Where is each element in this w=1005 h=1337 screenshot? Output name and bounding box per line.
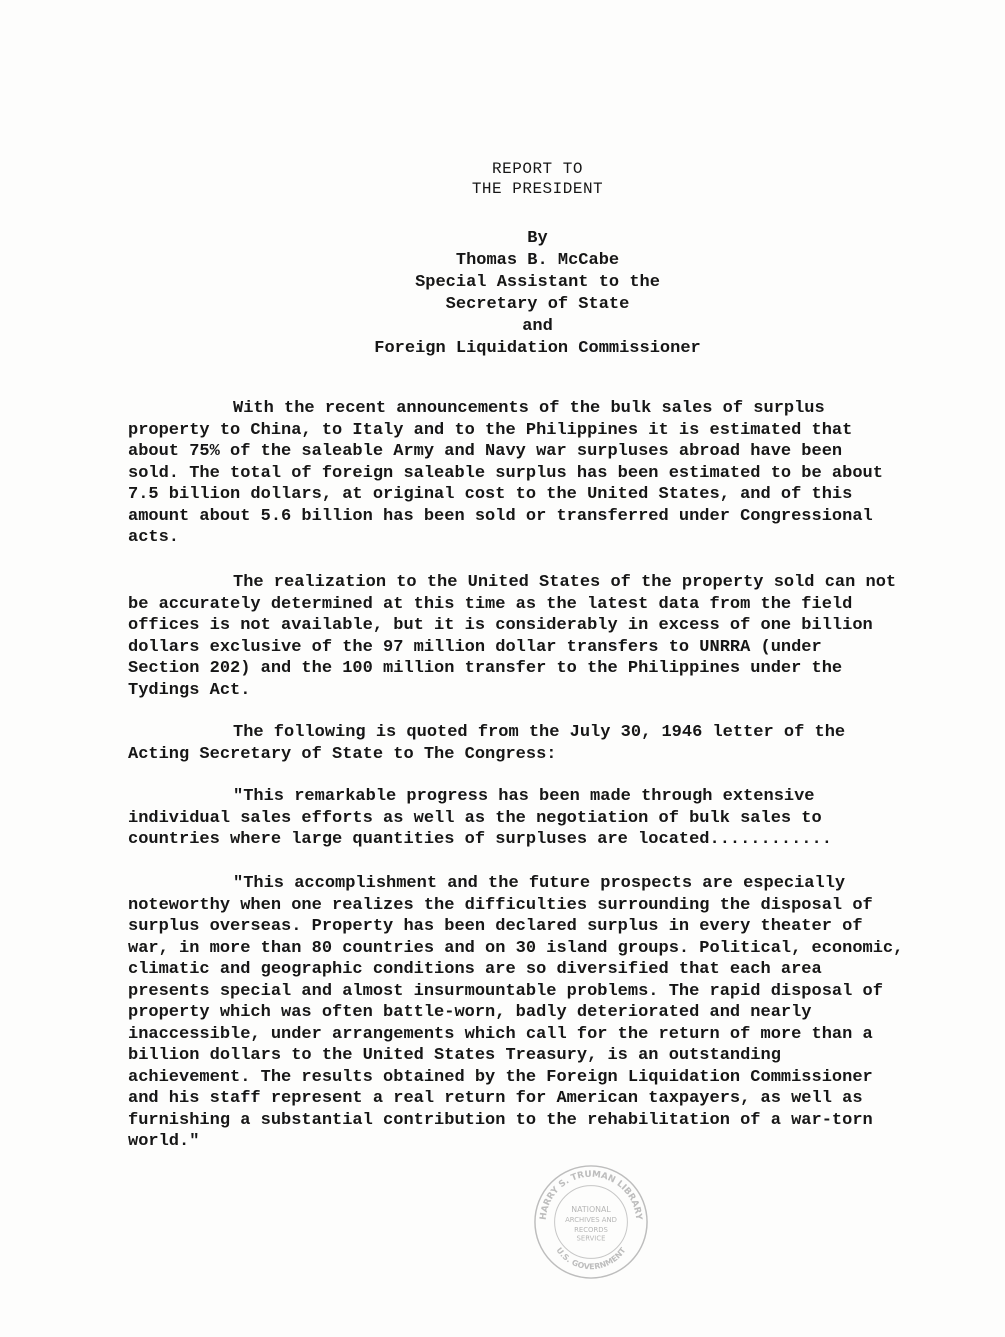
paragraph-surplus-sales: With the recent announcements of the bulk sales of surplus property to China, to Italy and to the Philippines it is estimated that about 75% of the saleable Army and Navy war surpluses abroad have been sold. The total of foreign saleable surplus has been estimated to be about 7.5 billion dollars, at original cost to the United States, and of this amount about 5.6 billion has been sold or transferred under Congressional acts. bbox=[128, 399, 883, 547]
paragraph-quote-intro: The following is quoted from the July 30, 1946 letter of the Acting Secretary of State to The Congress: bbox=[128, 723, 846, 764]
author-name: Thomas B. McCabe bbox=[455, 251, 620, 270]
byline-block bbox=[0, 228, 1005, 360]
stamp-center-line1: NATIONAL bbox=[571, 1205, 611, 1215]
byline-and: and bbox=[522, 317, 553, 336]
quote-accomplishment: "This accomplishment and the future prospects are especially noteworthy when one realizes the difficulties surrounding the disposal of surplus overseas. Property has been declared surplus in every theater of war, in more than 80 countries and on 30 island groups. Political, economic, climatic and geographic conditions are so diversified that each area presents special and almost insurmountable problems. The rapid disposal of property which was often battle-worn, badly deteriorated and nearly inaccessible, under arrangements which call for the return of more than a billion dollars to the United States Treasury, is an outstanding achievement. The results obtained by the Foreign Liquidation Commissioner and his staff represent a real return for American taxpayers, as well as furnishing a substantial contribution to the rehabilitation of a war-torn world." bbox=[128, 874, 904, 1151]
stamp-center-line3: RECORDS bbox=[574, 1225, 608, 1234]
stamp-bottom-text: U.S. GOVERNMENT bbox=[554, 1245, 628, 1272]
author-role-2: Secretary of State bbox=[445, 295, 630, 314]
author-role-1: Special Assistant to the bbox=[415, 273, 660, 292]
library-stamp-seal bbox=[532, 1163, 650, 1281]
byline-by: By bbox=[527, 229, 548, 248]
author-role-3: Foreign Liquidation Commissioner bbox=[374, 339, 701, 358]
report-title-line2: THE PRESIDENT bbox=[471, 180, 604, 198]
paragraph-realization: The realization to the United States of the property sold can not be accurately determined at this time as the latest data from the field offices is not available, but it is considerably in excess of one billion dollars exclusive of the 97 million dollar transfers to UNRRA (under Section 202) and the 100 million transfer to the Philippines under the Tydings Act. bbox=[128, 573, 897, 700]
quote-progress: "This remarkable progress has been made through extensive individual sales efforts as well as the negotiation of bulk sales to countries where large quantities of surpluses are located............ bbox=[128, 787, 832, 849]
stamp-ring-text: HARRY S. TRUMAN LIBRARY bbox=[538, 1169, 644, 1221]
stamp-center-line2: ARCHIVES AND bbox=[565, 1216, 617, 1224]
report-title-line1: REPORT TO bbox=[492, 160, 583, 178]
stamp-center-line4: SERVICE bbox=[576, 1234, 606, 1243]
